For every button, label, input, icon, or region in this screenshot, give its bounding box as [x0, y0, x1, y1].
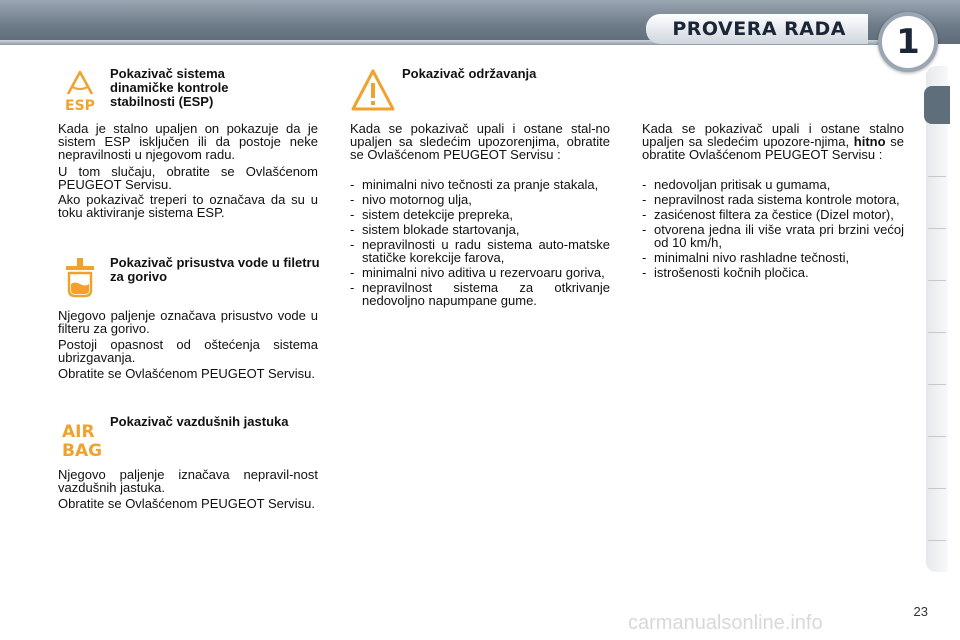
esp-paragraph-1: Kada je stalno upaljen on pokazuje da je sistem ESP isključen ili da postoje neke nepravilnosti u njegovom radu.: [58, 121, 318, 162]
tab-divider: [928, 332, 946, 333]
tab-divider: [928, 228, 946, 229]
list-item: - otvorena jedna ili više vrata pri brzini većoj od 10 km/h,: [642, 223, 904, 249]
airbag-warning-icon: [60, 420, 104, 460]
airbag-paragraph-2: Obratite se Ovlašćenom PEUGEOT Servisu.: [58, 496, 315, 511]
airbag-paragraph-1: Njegovo paljenje iznačava nepravil-nost vazdušnih jastuka.: [58, 467, 318, 495]
list-item: - nepravilnost sistema za otkrivanje nedovoljno napumpane gume.: [350, 281, 610, 307]
esp-heading: Pokazivač sistema dinamičke kontrole stabilnosti (ESP): [110, 66, 229, 109]
chapter-number-badge: 1: [878, 12, 938, 72]
service-warning-triangle-icon: [350, 68, 396, 112]
urgent-intro-bold: hitno: [853, 134, 886, 149]
chapter-thumb-tabs: [926, 66, 948, 572]
esp-icon-text: ESP: [65, 98, 95, 112]
water-in-fuel-filter-icon: [60, 256, 100, 298]
list-item: - istrošenosti kočnih pločica.: [642, 266, 904, 279]
tab-divider: [928, 488, 946, 489]
page-number: 23: [913, 604, 928, 619]
airbag-icon-text-air: AIR: [62, 422, 95, 442]
tab-divider: [928, 280, 946, 281]
list-item: - minimalni nivo aditiva u rezervoaru goriva,: [350, 266, 610, 279]
list-item: - nedovoljan pritisak u gumama,: [642, 178, 904, 191]
urgent-intro-text-1: Kada se pokazivač upali i ostane stalno upaljen sa sledećim upozore-njima,: [642, 121, 904, 149]
list-item: - nepravilnost rada sistema kontrole motora,: [642, 193, 904, 206]
urgent-intro: [642, 122, 904, 161]
airbag-icon-text-bag: BAG: [62, 441, 103, 460]
tab-divider: [928, 436, 946, 437]
tab-divider: [928, 176, 946, 177]
tab-divider: [928, 540, 946, 541]
maintenance-list: [350, 178, 610, 309]
list-item: - zasićenost filtera za čestice (Dizel motor),: [642, 208, 904, 221]
airbag-heading: Pokazivač vazdušnih jastuka: [110, 414, 289, 429]
section-title: PROVERA RADA: [646, 14, 868, 44]
urgent-list: [642, 178, 904, 281]
list-item: - nivo motornog ulja,: [350, 193, 610, 206]
list-item: - minimalni nivo rashladne tečnosti,: [642, 251, 904, 264]
water-paragraph-1: Njegovo paljenje označava prisustvo vode u filteru za gorivo.: [58, 308, 318, 336]
tab-divider: [928, 384, 946, 385]
water-paragraph-2: Postoji opasnost od oštećenja sistema ubrizgavanja.: [58, 337, 318, 365]
maintenance-heading: Pokazivač održavanja: [402, 66, 537, 81]
water-paragraph-3: Obratite se Ovlašćenom PEUGEOT Servisu.: [58, 366, 315, 381]
maintenance-intro: Kada se pokazivač upali i ostane stal-no upaljen sa sledećim upozorenjima, obratite se Ovlašćenom PEUGEOT Servisu :: [350, 121, 610, 162]
list-item: - sistem blokade startovanja,: [350, 223, 610, 236]
list-item: - sistem detekcije prepreka,: [350, 208, 610, 221]
esp-paragraph-2: U tom slučaju, obratite se Ovlašćenom PEUGEOT Servisu.: [58, 164, 318, 192]
watermark: carmanualsonline.info: [628, 612, 823, 634]
water-heading: Pokazivač prisustva vode u filetru za gorivo: [110, 255, 320, 284]
esp-paragraph-3: Ako pokazivač treperi to označava da su u toku aktiviranje sistema ESP.: [58, 192, 318, 220]
list-item: - minimalni nivo tečnosti za pranje stakala,: [350, 178, 610, 191]
list-item: - nepravilnosti u radu sistema auto-matske statičke korekcije farova,: [350, 238, 610, 264]
active-chapter-tab[interactable]: [924, 86, 950, 124]
urgent-intro-text-2: se obratite Ovlašćenom PEUGEOT Servisu :: [642, 134, 905, 162]
esp-warning-icon: [58, 68, 102, 112]
